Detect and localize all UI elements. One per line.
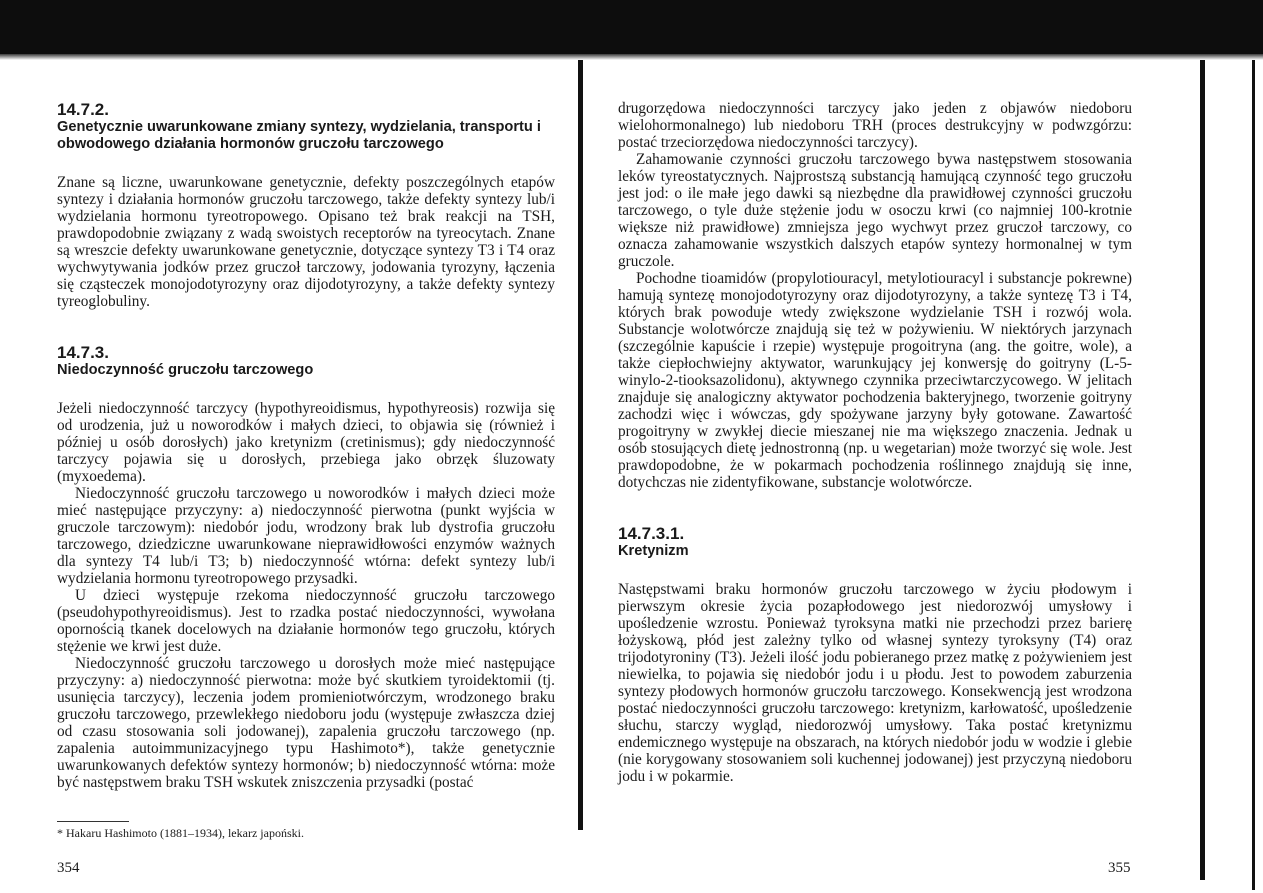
paragraph: Następstwami braku hormonów gruczołu tarczowego w życiu płodowym i pierwszym okresie życia pozapłodowego jest niedorozwój umysłowy i upośledzenie wzrostu. Ponieważ tyroksyna matki nie przechodzi przez barierę łożyskową, płód jest zależny tylko od własnej syntezy tyroksyny (T4) oraz trijodotyroniny (T3). Jeżeli ilość jodu pobieranego przez matkę z pożywieniem jest niewielka, to pojawia się niedobór jodu i u płodu. Jest to powodem zaburzenia syntezy płodowych hormonów gruczołu tarczowego. Konsekwencją jest wrodzona postać niedoczynności gruczołu tarczowego: kretynizm, karłowatość, upośledzenie słuchu, starczy wygląd, niedorozwój umysłowy. Taka postać kretynizmu endemicznego występuje na obszarach, na których niedobór jodu w wodzie i glebie (nie korygowany stosowaniem soli kuchennej jodowanej) jest przyczyną niedoboru jodu i w pokarmie. xyxy=(618,581,1132,785)
section-number: 14.7.2. xyxy=(57,100,109,119)
edge-shadow-far-right xyxy=(1252,60,1255,890)
page-number-right: 355 xyxy=(1108,860,1131,876)
right-page xyxy=(618,100,1132,785)
scan-dark-top-border xyxy=(0,0,1263,54)
section-number: 14.7.3.1. xyxy=(618,524,685,543)
paragraph: Niedoczynność gruczołu tarczowego u noworodków i małych dzieci może mieć następujące przyczyny: a) niedoczynność pierwotna (punkt wyjścia w gruczole tarczowym): niedobór jodu, wrodzony brak lub dystrofia gruczołu tarczowego, dziedziczne uwarunkowane nieprawidłowości enzymów ważnych dla syntezy T4 lub/i T3; b) niedoczynność wtórna: defekt syntezy lub/i wydzielania hormonu tyreotropowego przysadki. xyxy=(57,485,555,587)
paragraph: drugorzędowa niedoczynności tarczycy jako jeden z objawów niedoboru wielohormonalnego) lub niedoboru TRH (proces destrukcyjny w podwzgórzu: postać trzeciorzędowa niedoczynności tarczycy). xyxy=(618,100,1132,151)
footnote: * Hakaru Hashimoto (1881–1934), lekarz japoński. xyxy=(57,826,555,840)
section-number: 14.7.3. xyxy=(57,343,109,362)
gutter-shadow-right xyxy=(1200,60,1205,880)
left-page xyxy=(57,100,555,791)
paragraph: Pochodne tioamidów (propylotiouracyl, metylotiouracyl i substancje pokrewne) hamują syntezę monojodotyrozyny oraz dijodotyrozyny, a także syntezę T3 i T4, których brak powoduje wtedy zwiększone wydzielanie TSH i rozwój wola. Substancje wolotwórcze znajdują się też w pożywieniu. W niektórych jarzynach (szczególnie kapuście i rzepie) występuje progoitryna (ang. the goitre, wole), a także ciepłochwiejny aktywator, warunkujący jej konwersję do goitryny (L-5-winylo-2-tiooksazolidonu), aktywnego czynnika przeciwtarczycowego. W jelitach znajduje się analogiczny aktywator pochodzenia bakteryjnego, tworzenie goitryny zachodzi więc i wówczas, gdy spożywane jarzyny były gotowane. Zawartość progoitryny w zwykłej diecie mieszanej nie ma większego znaczenia. Jednak u osób stosujących dietę jednostronną (np. u wegetarian) może tworzyć się wole. Jest prawdopodobne, że w pokarmach pochodzenia roślinnego znajdują się inne, dotychczas nie zidentyfikowane, substancje wolotwórcze. xyxy=(618,270,1132,491)
page-number-left: 354 xyxy=(57,860,80,876)
section-title: Kretynizm xyxy=(618,543,689,559)
gutter-shadow-left xyxy=(578,60,583,830)
paragraph: Zahamowanie czynności gruczołu tarczowego bywa następstwem stosowania leków tyreostatycznych. Najprostszą substancją hamującą czynność tego gruczołu jest jod: o ile małe jego dawki są niezbędne dla prawidłowej czynności gruczołu tarczowego, o tyle duże stężenie jodu w osoczu krwi (co najmniej 100-krotnie większe niż prawidłowe) zmniejsza jego wychwyt przez gruczoł tarczowy, co oznacza zahamowanie wszystkich dalszych etapów syntezy hormonalnej w tym gruczole. xyxy=(618,151,1132,270)
paragraph: U dzieci występuje rzekoma niedoczynność gruczołu tarczowego (pseudohypothyreoidismus). Jest to rzadka postać niedoczynności, wywołana opornością tkanek docelowych na działanie hormonów tego gruczołu, których stężenie we krwi jest duże. xyxy=(57,587,555,655)
paragraph: Jeżeli niedoczynność tarczycy (hypothyreoidismus, hypothyreosis) rozwija się od urodzenia, już u noworodków i małych dzieci, to objawia się (również i później u osób dorosłych) jako kretynizm (cretinismus); gdy niedoczynność tarczycy pojawia się u dorosłych, przebiega jako obrzęk śluzowaty (myxoedema). xyxy=(57,400,555,485)
section-title: Genetycznie uwarunkowane zmiany syntezy, wydzielania, transportu i obwodowego działania hormonów gruczołu tarczowego xyxy=(57,119,541,152)
paragraph: Znane są liczne, uwarunkowane genetycznie, defekty poszczególnych etapów syntezy i działania hormonów gruczołu tarczowego, także defekty syntezy lub/i wydzielania hormonu tyreotropowego. Opisano też brak reakcji na TSH, prawdopodobnie związany z wadą swoistych receptorów na tyreocytach. Znane są wreszcie defekty uwarunkowane genetycznie, dotyczące syntezy T3 i T4 oraz wychwytywania jodków przez gruczoł tarczowy, jodowania tyrozyny, łączenia się cząsteczek monojodotyrozyny oraz dijodotyrozyny, a także defekty syntezy tyreoglobuliny. xyxy=(57,174,555,310)
section-title: Niedoczynność gruczołu tarczowego xyxy=(57,362,314,378)
paragraph: Niedoczynność gruczołu tarczowego u dorosłych może mieć następujące przyczyny: a) niedoczynność pierwotna: może być skutkiem tyroidektomii (tj. usunięcia tarczycy), leczenia jodem promieniotwórczym, wrodzonego braku gruczołu tarczowego, przewlekłego niedoboru jodu (występuje zwłaszcza dziej od czasu stosowania soli jodowanej), zapalenia gruczołu tarczowego (np. zapalenia autoimmunizacyjnego typu Hashimoto*), także genetycznie uwarunkowanych defektów syntezy hormonów; b) niedoczynność wtórna: może być następstwem braku TSH wskutek zniszczenia przysadki (postać xyxy=(57,655,555,791)
